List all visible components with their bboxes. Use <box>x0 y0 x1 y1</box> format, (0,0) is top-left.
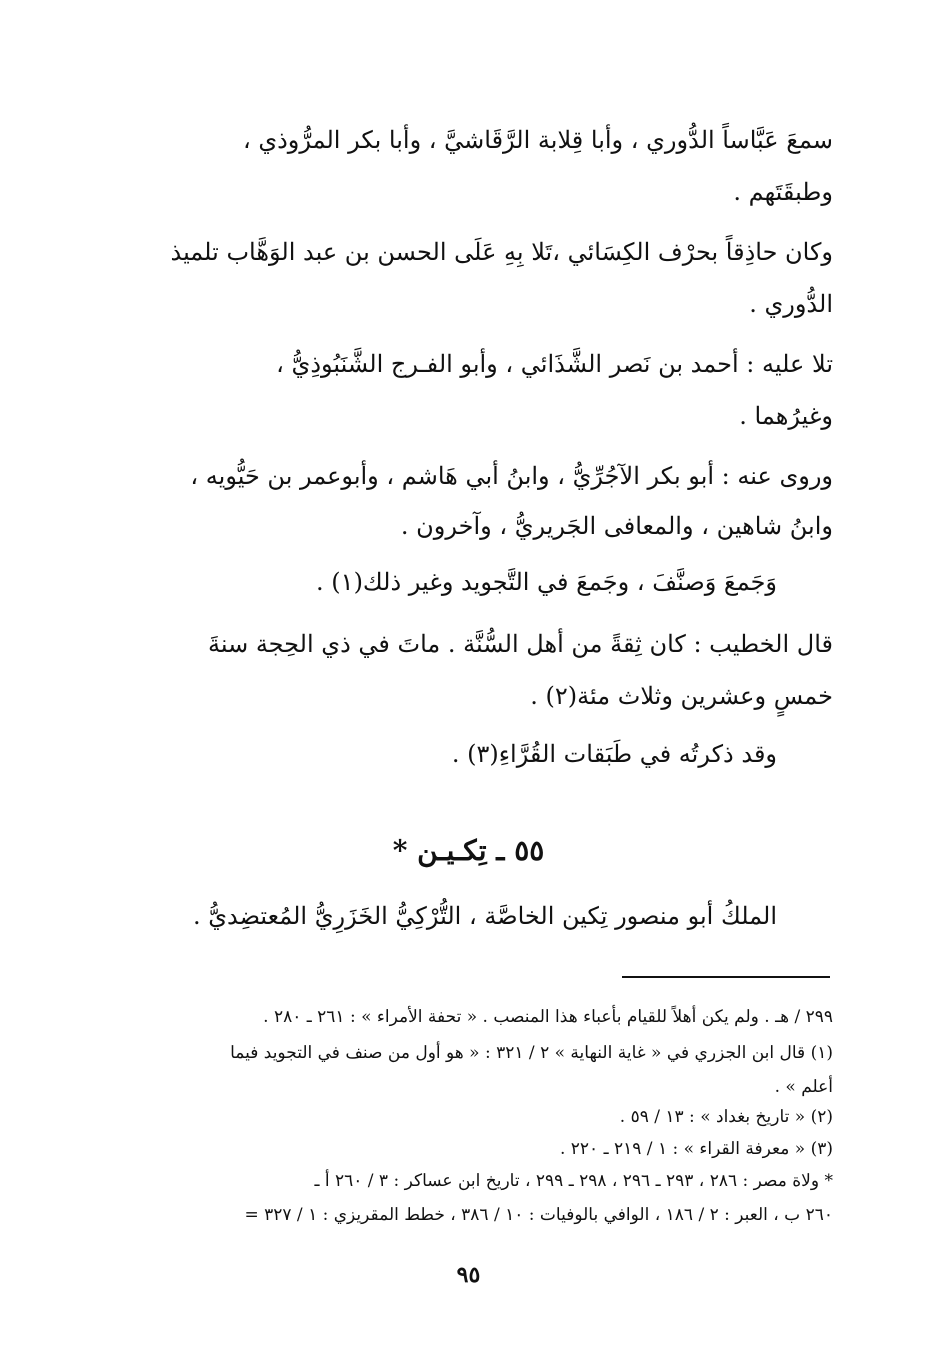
body-line: وطبقَتَهم . <box>733 178 833 206</box>
body-line: وقد ذكرتُه في طَبَقات القُرَّاءِ(٣) . <box>451 740 777 768</box>
footnote-line: أعلم » . <box>774 1077 833 1097</box>
footnote-line: (٢) « تاريخ بغداد » : ١٣ / ٥٩ . <box>619 1107 833 1127</box>
body-line: وابنُ شاهين ، والمعافى الجَريريُّ ، وآخرون . <box>400 512 833 540</box>
body-line: تلا عليه : أحمد بن نَصر الشَّذَائي ، وأبو الفـرج الشَّنَبُوذِيُّ ، <box>276 350 833 378</box>
footnote-line: (١) قال ابن الجزري في « غاية النهاية » ٢ / ٣٢١ : « هو أول من صنف في التجويد فيما <box>230 1043 833 1063</box>
body-line: وكان حاذِقاً بحرْف الكِسَائي ،تَلا بِهِ عَلَى الحسن بن عبد الوَهَّاب تلميذ <box>170 238 833 266</box>
footnote-line: (٣) « معرفة القراء » : ١ / ٢١٩ ـ ٢٢٠ . <box>559 1139 833 1159</box>
body-line: خمسٍ وعشرين وثلاث مئة(٢) . <box>530 682 833 710</box>
footnote-separator <box>622 976 830 978</box>
page-number: ٩٥ <box>456 1262 481 1288</box>
footnote-line: ٢٩٩ / هـ . ولم يكن أهلاً للقيام بأعباء هذا المنصب . « تحفة الأمراء » : ٢٦١ ـ ٢٨٠ . <box>263 1007 833 1027</box>
footnote-line: ٢٦٠ ب ، العبر : ٢ / ١٨٦ ، الوافي بالوفيات : ١٠ / ٣٨٦ ، خطط المقريزي : ١ / ٣٢٧ = <box>244 1205 833 1225</box>
body-line: وروى عنه : أبو بكر الآجُرِّيُّ ، وابنُ أبي هَاشم ، وأبوعمر بن حَيُّويه ، <box>190 462 833 490</box>
footnote-line: * ولاة مصر : ٢٨٦ ، ٢٩٣ ـ ٢٩٦ ، ٢٩٨ ـ ٢٩٩ ، تاريخ ابن عساكر : ٣ / ٢٦٠ أ ـ <box>314 1171 833 1191</box>
body-line: سمعَ عَبَّاساً الدُّوري ، وأبا قِلابة الرَّقَاشيَّ ، وأبا بكر المرُّوذي ، <box>242 126 833 154</box>
body-line: الدُّوري . <box>749 290 833 318</box>
body-line: وغيرُهما . <box>739 402 833 430</box>
entry-text: الملكُ أبو منصور تِكين الخاصَّة ، التُّرْكِيُّ الخَزَرِيُّ المُعتضِديُّ . <box>192 902 777 930</box>
body-line: قال الخطيب : كان ثِقةً من أهل السُّنَّة . ماتَ في ذي الحِجة سنةَ <box>207 630 833 658</box>
body-line: وَجَمعَ وَصنَّفَ ، وجَمعَ في التَّجويد وغير ذلك(١) . <box>316 568 777 596</box>
entry-heading: ٥٥ ـ تِكـيـن * <box>392 834 545 867</box>
